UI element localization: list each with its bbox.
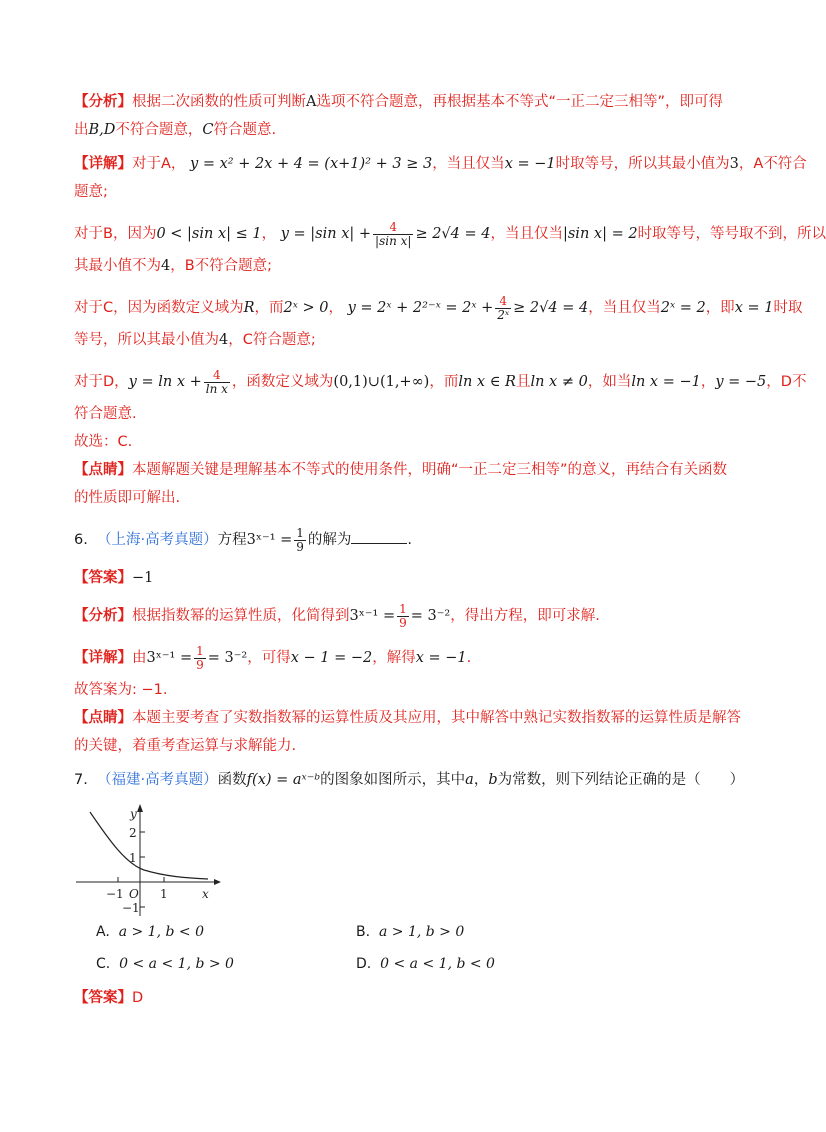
- question-text: 的解为: [307, 532, 352, 548]
- detail-text: 等号，所以其最小值为: [74, 332, 219, 348]
- option-c[interactable]: [96, 956, 234, 972]
- math-fraction: [194, 645, 206, 672]
- x-axis-arrow: [214, 879, 221, 885]
- comment-text: 的关键，着重考查运算与求解能力.: [74, 738, 297, 754]
- comment-tag: 【点睛】: [74, 710, 132, 726]
- q7-answer: [74, 984, 734, 1012]
- analysis-tag: 【分析】: [74, 608, 132, 624]
- analysis-text: 选项不符合题意，再根据基本不等式“一正二定三相等”，即可得: [316, 94, 724, 110]
- comment-text: 的性质即可解出.: [74, 490, 181, 506]
- math-b: b: [488, 772, 498, 788]
- fraction-numerator: 1: [296, 525, 304, 540]
- math-expression: x − 1 = −2: [290, 650, 373, 666]
- question-number: 7.: [74, 772, 88, 788]
- detail-text: .: [466, 650, 472, 666]
- detail-text: 由: [132, 650, 147, 666]
- math-expression: 3: [729, 156, 739, 172]
- choice-text: 故选：C.: [74, 434, 133, 450]
- math-expression: (0,1)∪(1,+∞): [333, 374, 430, 390]
- origin-label: O: [129, 887, 139, 901]
- math-expression: f(x) = aˣ⁻ᵇ: [246, 772, 321, 788]
- question-text: .: [407, 532, 413, 548]
- comment-text: 本题主要考查了实数指数幂的运算性质及其应用，其中解答中熟记实数指数幂的运算性质是解答: [132, 710, 741, 726]
- fraction-numerator: 1: [399, 601, 407, 616]
- fraction-denominator: 9: [196, 657, 204, 672]
- detail-text: ，D不: [766, 374, 807, 390]
- detail-text: ，当且仅当: [490, 226, 563, 242]
- detail-text: ，当且仅当: [588, 300, 661, 316]
- option-label: B.: [356, 924, 371, 940]
- detail-text: ，即: [705, 300, 735, 316]
- q6-detail: [74, 640, 734, 676]
- detail-c-line-1: [74, 290, 803, 326]
- fraction-numerator: 4: [495, 295, 511, 309]
- detail-text: 对于B，因为: [74, 226, 157, 242]
- answer-tag: 【答案】: [74, 570, 132, 586]
- math-expression: y = ln x +: [128, 374, 202, 390]
- math-a: a: [465, 772, 474, 788]
- comment-text: 本题解题关键是理解基本不等式的使用条件，明确“一正二定三相等”的意义，再结合有关函数: [132, 462, 728, 478]
- option-text: a > 1, b > 0: [378, 924, 465, 940]
- detail-text: ，A不符合: [738, 156, 807, 172]
- math-fraction: [495, 295, 511, 322]
- tick-label-x1: 1: [160, 887, 168, 901]
- detail-b-line-2: [74, 252, 734, 280]
- analysis-line-1: [74, 88, 734, 116]
- detail-text: ，当且仅当: [432, 156, 505, 172]
- q6-comment-2: [74, 732, 734, 760]
- detail-text: 符合题意.: [74, 406, 137, 422]
- detail-text: 且: [515, 374, 531, 390]
- analysis-text: 符合题意.: [213, 122, 277, 138]
- detail-text: 时取: [773, 300, 803, 316]
- math-expression: 0 < |sin x| ≤ 1: [156, 226, 262, 242]
- math-expression: R: [243, 300, 255, 316]
- math-expression: x = 1: [734, 300, 774, 316]
- tick-label-xm1: −1: [106, 887, 124, 901]
- graph-svg: [74, 798, 224, 918]
- math-bd: B,D: [88, 122, 116, 138]
- math-expression: |sin x| = 2: [562, 226, 638, 242]
- fraction-numerator: 4: [373, 221, 413, 235]
- fraction-numerator: 1: [196, 643, 204, 658]
- math-expression: ln x ∈ R: [458, 374, 516, 390]
- question-7: [74, 766, 745, 794]
- analysis-text: ，得出方程，即可求解.: [450, 608, 600, 624]
- math-expression: = 3⁻²: [207, 650, 248, 666]
- option-text: 0 < a < 1, b < 0: [380, 956, 495, 972]
- fraction-denominator: ln x: [205, 381, 228, 396]
- math-expression: 3ˣ⁻¹ =: [349, 608, 396, 624]
- math-expression: 2ˣ > 0: [283, 300, 329, 316]
- detail-text: 对于A，: [132, 156, 186, 172]
- question-text: 函数: [217, 772, 247, 788]
- analysis-text: 出: [74, 122, 89, 138]
- tick-label-y2: 2: [129, 826, 137, 840]
- question-number: 6.: [74, 532, 88, 548]
- option-a[interactable]: [96, 924, 204, 940]
- detail-text: 题意;: [74, 184, 108, 200]
- comment-line-2: [74, 484, 734, 512]
- math-expression: y = 2ˣ + 2²⁻ˣ = 2ˣ +: [347, 300, 494, 316]
- detail-text: ，可得: [247, 650, 291, 666]
- function-graph: [74, 798, 224, 918]
- detail-a-line-2: [74, 178, 734, 206]
- math-expression: ≥ 2√4 = 4: [513, 300, 589, 316]
- final-answer-text: 故答案为: −1.: [74, 682, 168, 698]
- fraction-denominator: 2ˣ: [497, 307, 510, 322]
- question-text: 方程: [217, 532, 247, 548]
- detail-tag: 【详解】: [74, 156, 132, 172]
- tick-label-ym1: −1: [122, 901, 140, 915]
- math-expression: y = x² + 2x + 4 = (x+1)² + 3 ≥ 3: [190, 156, 433, 172]
- question-text: 的图象如图所示，其中: [320, 772, 466, 788]
- analysis-text: 根据二次函数的性质可判断: [132, 94, 306, 110]
- analysis-line-2: [74, 116, 734, 144]
- answer-tag: 【答案】: [74, 990, 132, 1006]
- q6-answer: [74, 564, 734, 592]
- math-c: C: [202, 122, 214, 138]
- question-text: 为常数，则下列结论正确的是（ ）: [497, 772, 745, 788]
- detail-text: ，B不符合题意;: [170, 258, 273, 274]
- q6-comment-1: [74, 704, 741, 732]
- detail-text: ，如当: [587, 374, 632, 390]
- math-expression: = 3⁻²: [410, 608, 451, 624]
- detail-text: 其最小值不为: [74, 258, 161, 274]
- document-page: [74, 88, 826, 1012]
- fraction-numerator: 4: [204, 369, 230, 383]
- math-expression: y = −5: [715, 374, 767, 390]
- math-expression: ln x = −1: [631, 374, 701, 390]
- math-expression: 4: [219, 332, 229, 348]
- math-fraction: [204, 369, 230, 396]
- math-fraction: [294, 527, 306, 554]
- fraction-denominator: 9: [296, 539, 304, 554]
- math-expression: y = |sin x| +: [280, 226, 372, 242]
- detail-d-line-1: [74, 364, 807, 400]
- detail-c-line-2: [74, 326, 734, 354]
- math-expression: x = −1: [415, 650, 467, 666]
- analysis-text: 不符合题意，: [115, 122, 203, 138]
- q6-analysis: [74, 598, 734, 634]
- detail-text: ，: [261, 226, 277, 242]
- detail-text: ，解得: [372, 650, 416, 666]
- detail-text: 对于C，因为函数定义域为: [74, 300, 244, 316]
- comment-tag: 【点睛】: [74, 462, 132, 478]
- detail-text: ，C符合题意;: [228, 332, 316, 348]
- math-expression: ≥ 2√4 = 4: [415, 226, 491, 242]
- detail-text: ，而: [254, 300, 284, 316]
- question-6: [74, 522, 734, 558]
- q6-final: [74, 676, 734, 704]
- math-expression: 3ˣ⁻¹ =: [146, 650, 193, 666]
- detail-text: 时取等号，所以其最小值为: [555, 156, 730, 172]
- option-d[interactable]: [356, 956, 495, 972]
- detail-text: 时取等号，等号取不到，所以: [637, 226, 826, 242]
- math-expression: ln x ≠ 0: [530, 374, 588, 390]
- math-expression: 3ˣ⁻¹ =: [246, 532, 293, 548]
- q7-options: [74, 918, 734, 984]
- detail-d-line-2: [74, 400, 734, 428]
- math-expression: x = −1: [504, 156, 556, 172]
- detail-text: ，而: [429, 374, 459, 390]
- detail-choose: [74, 428, 734, 456]
- exponential-curve: [90, 812, 208, 879]
- x-axis-label: x: [202, 887, 209, 901]
- detail-text: 对于D，: [74, 374, 129, 390]
- answer-blank: [351, 529, 407, 544]
- answer-value: D: [132, 990, 144, 1006]
- question-text: ，: [473, 772, 489, 788]
- comment-line-1: [74, 456, 734, 484]
- option-label: C.: [96, 956, 111, 972]
- math-expression: 2ˣ = 2: [660, 300, 706, 316]
- detail-b-line-1: [74, 216, 826, 252]
- math-fraction: [373, 221, 413, 248]
- tick-label-y1: 1: [129, 851, 137, 865]
- analysis-text: 根据指数幂的运算性质，化简得到: [132, 608, 350, 624]
- detail-text: ，函数定义域为: [231, 374, 334, 390]
- option-b[interactable]: [356, 924, 464, 940]
- option-text: 0 < a < 1, b > 0: [119, 956, 234, 972]
- option-text: a > 1, b < 0: [118, 924, 204, 940]
- analysis-tag: 【分析】: [74, 94, 132, 110]
- y-axis-label: y: [130, 807, 137, 821]
- math-expression: 4: [161, 258, 171, 274]
- math-fraction: [397, 603, 409, 630]
- detail-text: ，: [700, 374, 716, 390]
- question-source: （上海·高考真题）: [97, 532, 218, 548]
- option-label: A.: [96, 924, 110, 940]
- fraction-denominator: 9: [399, 615, 407, 630]
- detail-text: ，: [328, 300, 344, 316]
- y-axis-arrow: [137, 804, 143, 812]
- question-source: （福建·高考真题）: [97, 772, 218, 788]
- detail-a-line-1: [74, 150, 807, 178]
- fraction-denominator: |sin x|: [375, 233, 412, 248]
- option-a-ref: A: [306, 94, 317, 110]
- detail-tag: 【详解】: [74, 650, 132, 666]
- answer-value: −1: [132, 570, 154, 586]
- option-label: D.: [356, 956, 372, 972]
